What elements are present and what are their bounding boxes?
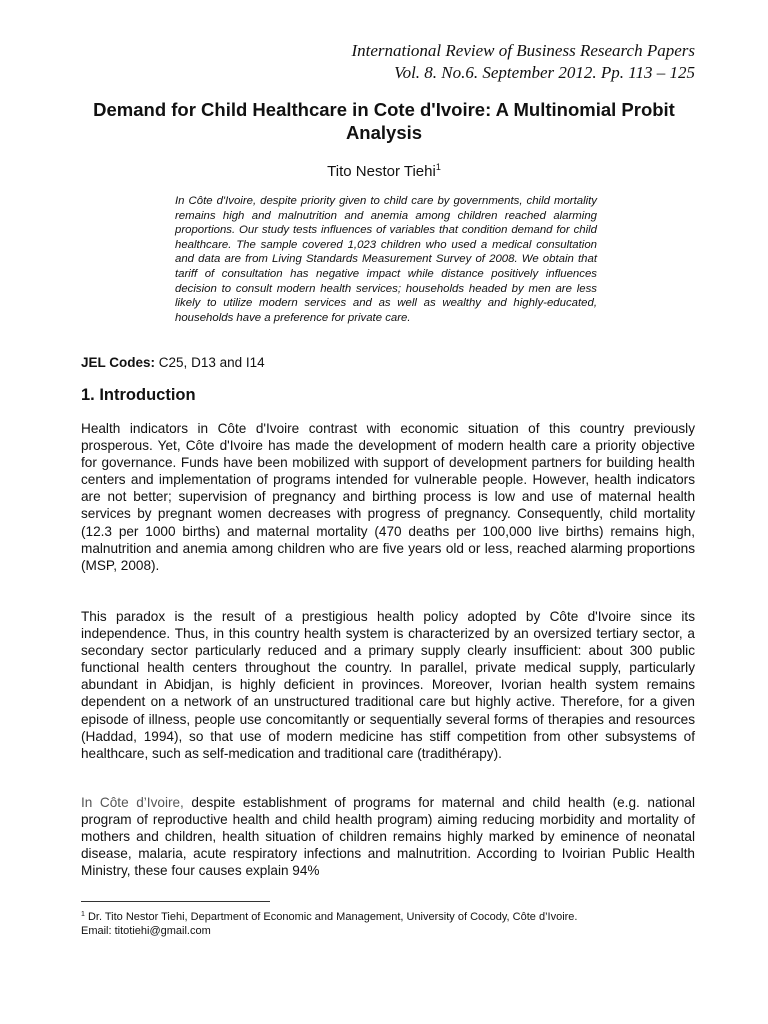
paragraph-body: despite establishment of programs for maternal and child health (e.g. national program of reproductive health and child health program) aiming reducing morbidity and mortality of mothers and children, health situation of children remains highly marked by eminence of neonatal disease, malaria, acute respiratory infections and malnutrition. According to Ivoirian Public Health Ministry, these four causes explain 94%	[81, 795, 696, 879]
jel-label: JEL Codes:	[81, 355, 156, 370]
footnote-mark: 1	[81, 911, 85, 918]
footnote-line	[81, 908, 695, 924]
author-footnote-mark: 1	[435, 162, 441, 172]
footnote	[81, 908, 695, 938]
footnote-email[interactable]: Email: titotiehi@gmail.com	[81, 925, 211, 937]
footnote-text: Dr. Tito Nestor Tiehi, Department of Economic and Management, University of Cocody, Côte d’Ivoire.	[84, 911, 578, 923]
journal-volume: Vol. 8. No.6. September 2012. Pp. 113 – 125	[394, 63, 695, 82]
intro-paragraph-3	[81, 794, 695, 879]
section-heading: 1. Introduction	[81, 386, 196, 404]
author-name: Tito Nestor Tiehi	[327, 163, 436, 180]
intro-paragraph-2: This paradox is the result of a prestigious health policy adopted by Côte d'Ivoire since its independence. Thus, in this country health system is characterized by an oversized tertiary sector, a secondary sector particularly reduced and a primary supply clearly insufficient: about 300 public functional health centers throughout the country. In parallel, private medical supply, particularly abundant in Abidjan, is highly deficient in provinces. Moreover, Ivorian health system remains dependent on a network of an unstructured traditional care but highly active. Therefore, for a given episode of illness, people use concomitantly or sequentially several forms of therapies and resources (Haddad, 1994), so that use of modern medicine has stiff competition from other subsystems of healthcare, such as self-medication and traditional care (tradithérapy).	[81, 609, 695, 761]
paragraph-lead: In Côte d’Ivoire,	[81, 795, 184, 810]
abstract: In Côte d'Ivoire, despite priority given to child care by governments, child mortality remains high and malnutrition and anemia among children reached alarming proportions. Our study tests influences of variables that condition demand for child healthcare. The sample covered 1,023 children who used a medical consultation and data are from Living Standards Measurement Survey of 2008. We obtain that tariff of consultation has negative impact while distance positively influences decision to consult modern health services; households headed by men are less likely to utilize modern services and as well as wealthy and highly-educated, households have a preference for private care.	[175, 195, 597, 324]
author-line	[0, 162, 768, 180]
jel-codes	[81, 355, 265, 370]
jel-values: C25, D13 and I14	[158, 355, 265, 370]
intro-paragraph-1: Health indicators in Côte d'Ivoire contrast with economic situation of this country previously prosperous. Yet, Côte d'Ivoire has made the development of modern health care a priority objective for governance. Funds have been mobilized with support of development partners for building health centers and implementation of programs intended for vulnerable people. However, health indicators are not better; supervision of pregnancy and birthing process is low and use of maternal health services by pregnant women decreases with progress of pregnancy. Consequently, child mortality (12.3 per 1000 births) and maternal mortality (470 deaths per 100,000 live births) remains high, malnutrition and anemia among children who are five years old or less, reached alarming proportions (MSP, 2008).	[81, 421, 695, 573]
journal-name: International Review of Business Research Papers	[351, 41, 695, 60]
journal-header	[351, 40, 695, 84]
paper-title: Demand for Child Healthcare in Cote d'Ivoire: A Multinomial Probit Analysis	[93, 99, 675, 143]
footnote-divider	[81, 901, 270, 902]
